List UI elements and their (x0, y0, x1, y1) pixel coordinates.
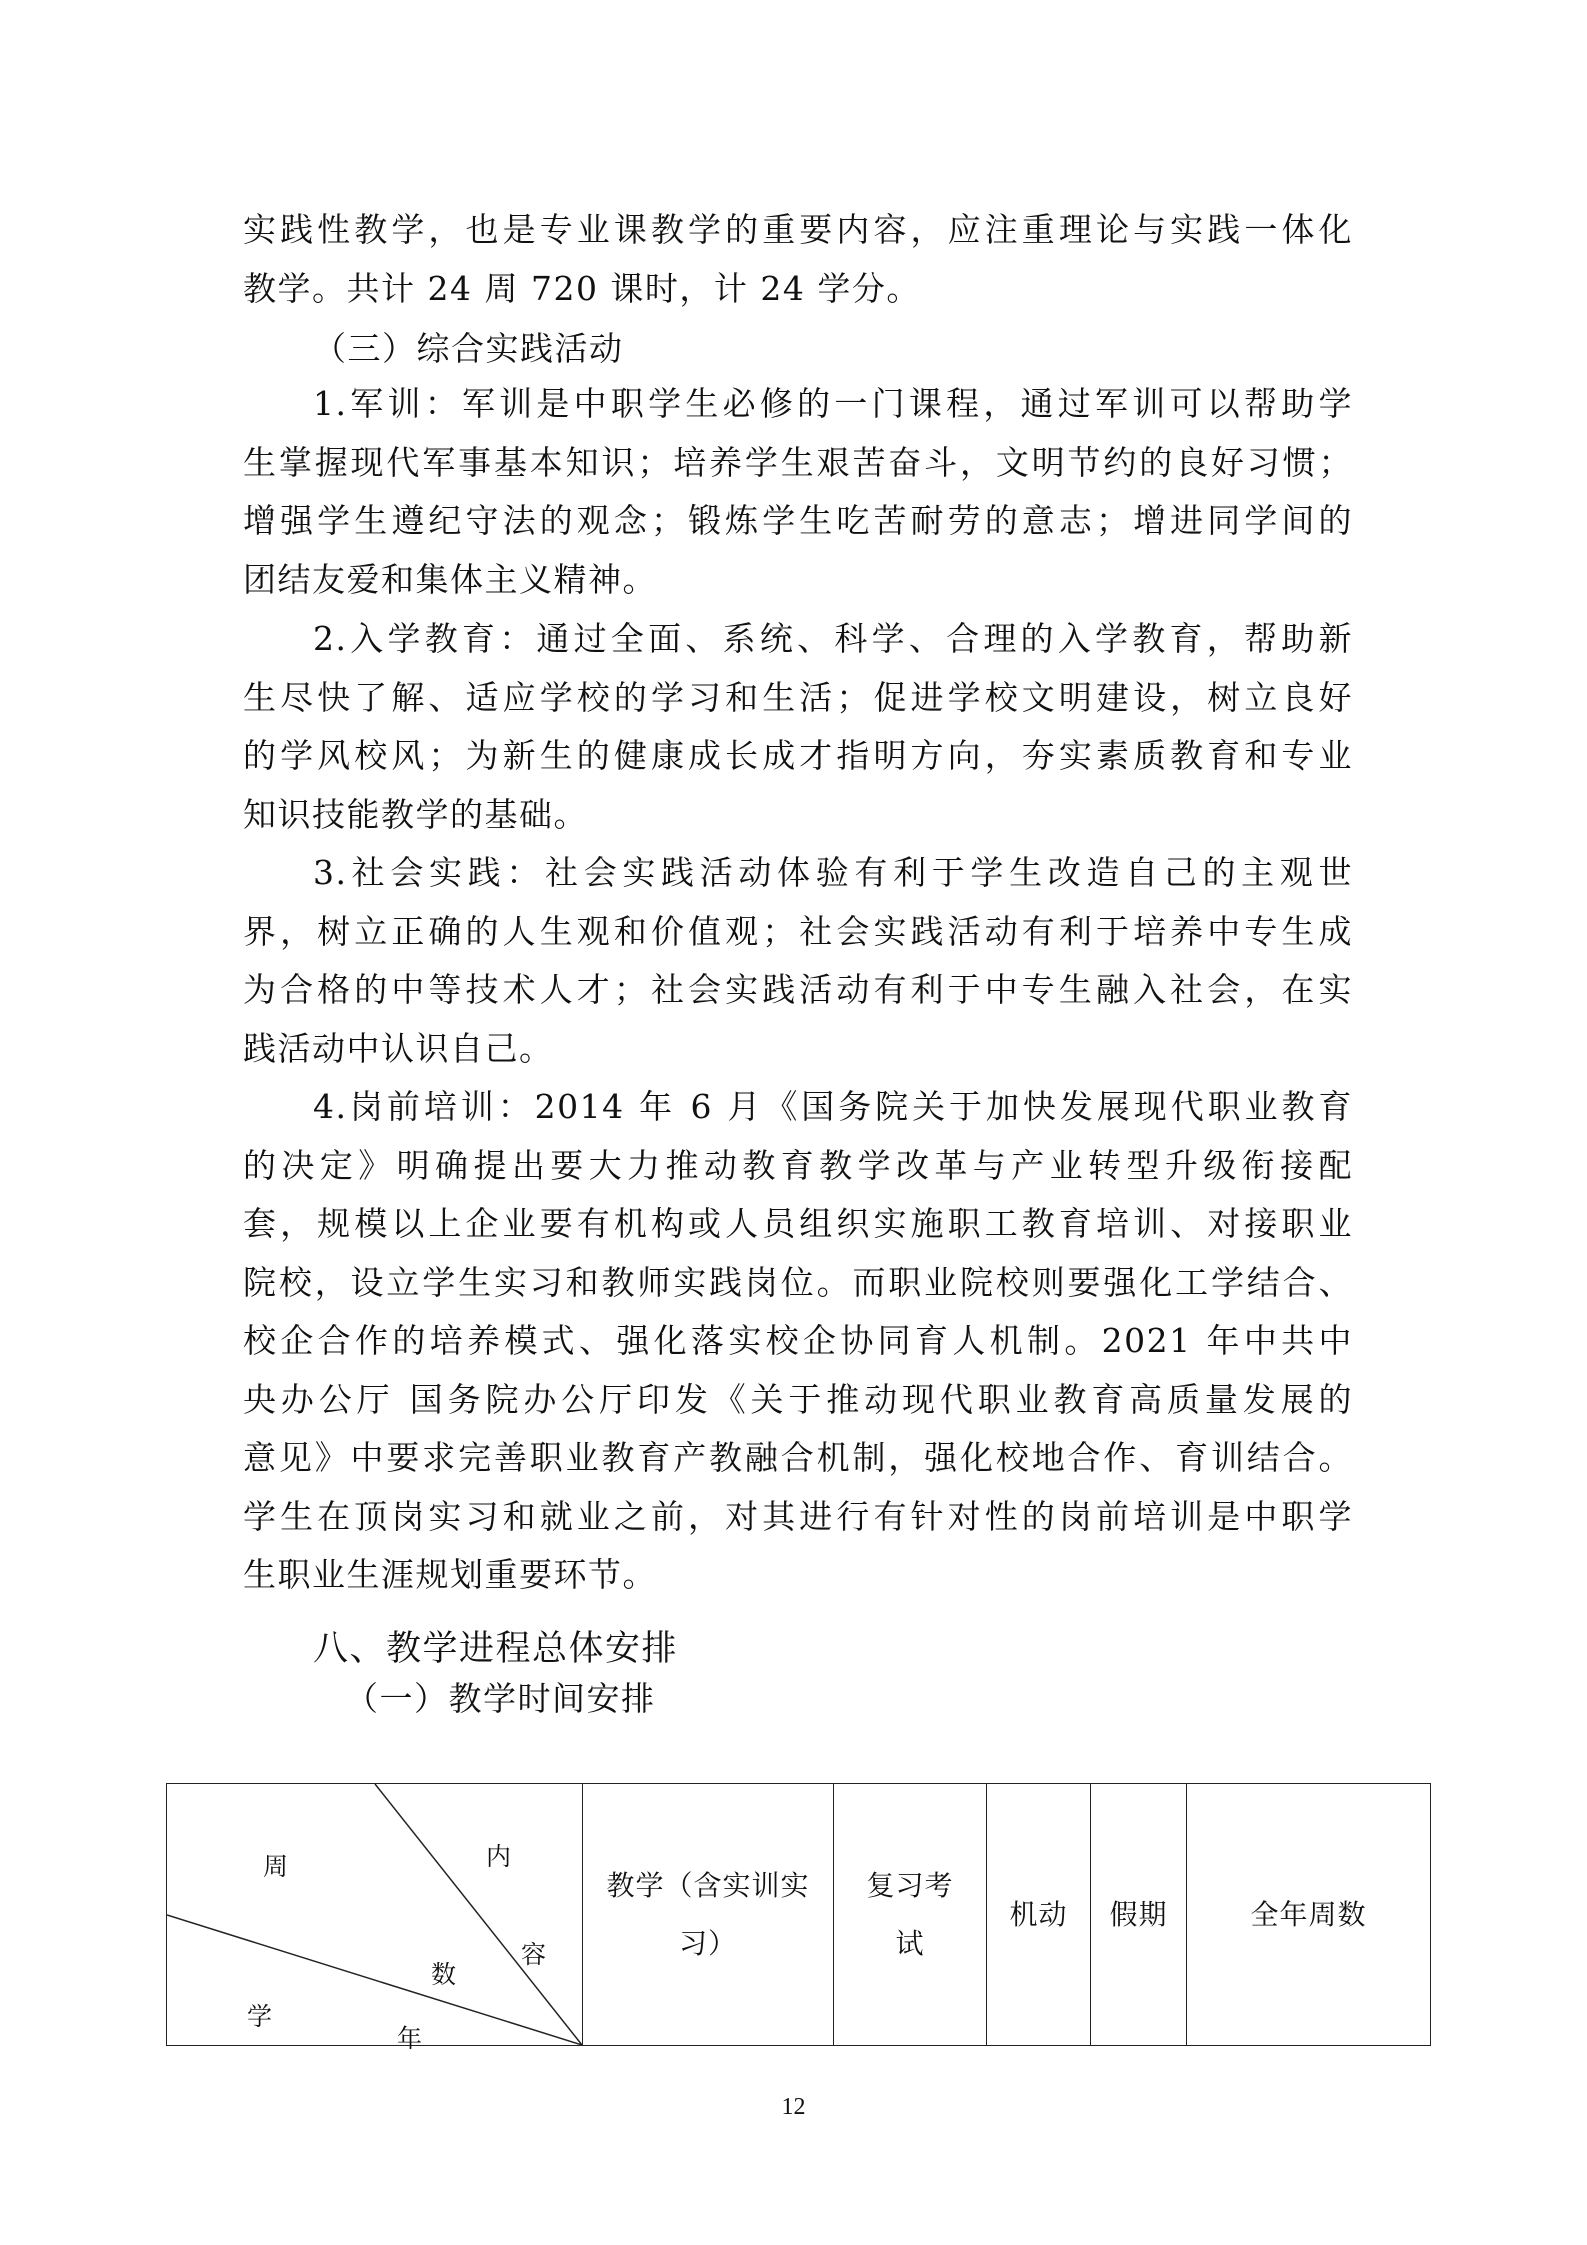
header-teaching (583, 1784, 834, 2046)
text-line: 的学风校风；为新生的健康成长成才指明方向，夯实素质教育和专业 (243, 736, 1353, 775)
text-line: 3.社会实践：社会实践活动体验有利于学生改造自己的主观世 (313, 853, 1353, 892)
subheading-comprehensive-practice: （三）综合实践活动 (313, 329, 624, 368)
paragraph-prejob-training (243, 1078, 1353, 1605)
diag-label-xue: 学 (247, 2002, 274, 2031)
header-total-weeks (1187, 1784, 1431, 2046)
text-line: 1.军训：军训是中职学生必修的一门课程，通过军训可以帮助学 (313, 384, 1353, 423)
text-line: 知识技能教学的基础。 (243, 794, 588, 834)
teaching-schedule-table (166, 1783, 1431, 2053)
diag-label-shu: 数 (431, 1960, 458, 1989)
header-vacation (1091, 1784, 1187, 2046)
header-text: 复习考 (866, 1868, 954, 1902)
text-line: 2.入学教育：通过全面、系统、科学、合理的入学教育，帮助新 (313, 619, 1353, 658)
diag-label-nian: 年 (397, 2024, 424, 2053)
header-text: 教学（含实训实 (606, 1868, 810, 1902)
text-line: 增强学生遵纪守法的观念；锻炼学生吃苦耐劳的意志；增进同学间的 (243, 501, 1353, 540)
text-line: 的决定》明确提出要大力推动教育教学改革与产业转型升级衔接配 (243, 1145, 1353, 1185)
text-line: 生尽快了解、适应学校的学习和生活；促进学校文明建设，树立良好 (243, 677, 1353, 717)
text-line: 践活动中认识自己。 (243, 1028, 554, 1068)
header-text: 机动 (1009, 1897, 1068, 1931)
text-line: 界，树立正确的人生观和价值观；社会实践活动有利于培养中专生成 (243, 911, 1353, 951)
text-line: 实践性教学，也是专业课教学的重要内容，应注重理论与实践一体化 (243, 210, 1353, 249)
header-text: 全年周数 (1250, 1897, 1367, 1931)
header-text: 假期 (1109, 1897, 1168, 1931)
paragraph-enrollment-education (243, 610, 1353, 844)
paragraph-military-training (243, 375, 1353, 609)
text-line: 4.岗前培训：2014 年 6 月《国务院关于加快发展现代职业教育 (313, 1087, 1353, 1126)
text-line: 为合格的中等技术人才；社会实践活动有利于中专生融入社会，在实 (243, 970, 1353, 1009)
text-line: 央办公厅 国务院办公厅印发《关于推动现代职业教育高质量发展的 (243, 1379, 1353, 1419)
header-text: 试 (895, 1926, 925, 1960)
header-review-exam (834, 1784, 987, 2046)
diag-label-nei: 内 (486, 1842, 513, 1871)
text-line: 院校，设立学生实习和教师实践岗位。而职业院校则要强化工学结合、 (243, 1262, 1353, 1302)
diag-label-rong: 容 (521, 1940, 548, 1969)
text-line: 团结友爱和集体主义精神。 (243, 559, 657, 599)
diag-label-zhou: 周 (263, 1852, 290, 1881)
header-flexible (987, 1784, 1091, 2046)
text-line: 意见》中要求完善职业教育产教融合机制，强化校地合作、育训结合。 (243, 1438, 1353, 1477)
table-header-row (167, 1784, 1431, 2046)
page-number: 12 (781, 2094, 806, 2120)
paragraph-practical-teaching (243, 201, 1353, 318)
text-line: 校企合作的培养模式、强化落实校企协同育人机制。2021 年中共中 (243, 1321, 1353, 1360)
text-line: 学生在顶岗实习和就业之前，对其进行有针对性的岗前培训是中职学 (243, 1496, 1353, 1536)
paragraph-social-practice (243, 844, 1353, 1078)
section-heading: 八、教学进程总体安排 (313, 1629, 679, 1669)
text-line: 教学。共计 24 周 720 课时，计 24 学分。 (243, 268, 921, 308)
diagonal-header-cell (167, 1784, 583, 2053)
text-line: 套，规模以上企业要有机构或人员组织实施职工教育培训、对接职业 (243, 1204, 1353, 1243)
text-line: 生职业生涯规划重要环节。 (243, 1555, 657, 1594)
text-line: 生掌握现代军事基本知识；培养学生艰苦奋斗，文明节约的良好习惯； (243, 442, 1353, 482)
header-text: 习） (678, 1926, 737, 1960)
subheading-teaching-schedule: （一）教学时间安排 (345, 1679, 656, 1718)
diagonal-lines (167, 1784, 582, 2045)
